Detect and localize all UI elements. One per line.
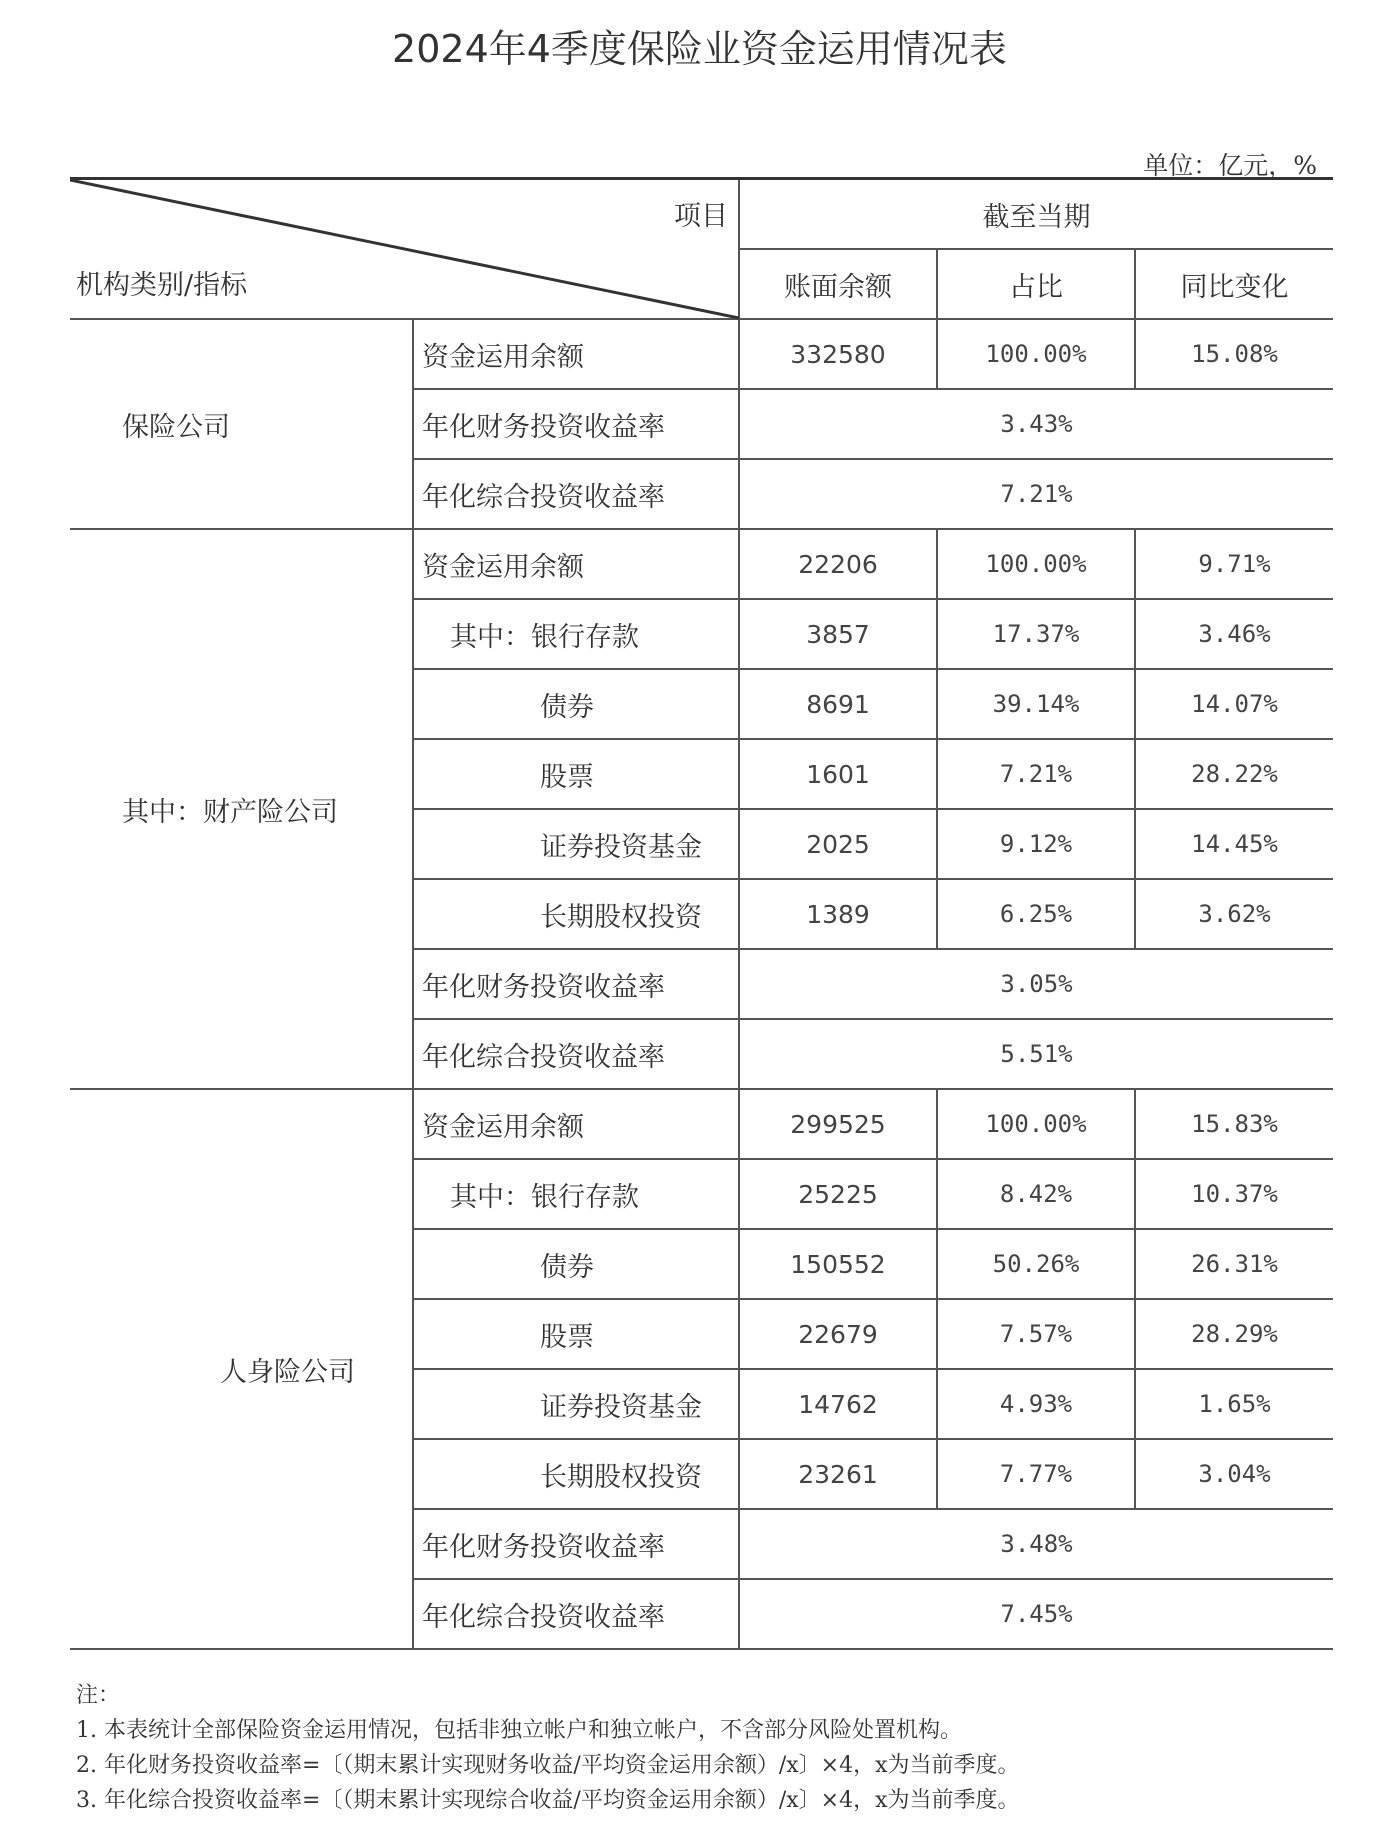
table-row [70, 1089, 1333, 1159]
yoy-cell: 28.22% [1135, 739, 1333, 809]
period-header: 截至当期 [739, 179, 1333, 250]
yoy-cell: 15.08% [1135, 319, 1333, 389]
yoy-cell: 14.07% [1135, 669, 1333, 739]
row-label: 债券 [413, 669, 739, 739]
row-label: 年化财务投资收益率 [413, 1509, 739, 1579]
row-label: 证券投资基金 [413, 809, 739, 879]
group-label-life [70, 1089, 413, 1649]
yoy-column-header: 同比变化 [1135, 249, 1333, 319]
balance-cell: 332580 [739, 319, 937, 389]
balance-cell: 8691 [739, 669, 937, 739]
rate-cell: 3.43% [739, 389, 1333, 459]
balance-cell: 1601 [739, 739, 937, 809]
row-label: 股票 [413, 1299, 739, 1369]
yoy-cell: 1.65% [1135, 1369, 1333, 1439]
unit-label: 单位：亿元，% [1143, 151, 1317, 180]
note-item: 1. 本表统计全部保险资金运用情况，包括非独立帐户和独立帐户，不含部分风险处置机构。 [76, 1718, 962, 1743]
balance-cell: 23261 [739, 1439, 937, 1509]
yoy-cell: 3.46% [1135, 599, 1333, 669]
row-label: 资金运用余额 [413, 1089, 739, 1159]
page-title: 2024年4季度保险业资金运用情况表 [392, 27, 1007, 71]
rate-cell: 5.51% [739, 1019, 1333, 1089]
row-label: 年化财务投资收益率 [413, 389, 739, 459]
balance-cell: 14762 [739, 1369, 937, 1439]
yoy-cell: 28.29% [1135, 1299, 1333, 1369]
balance-cell: 2025 [739, 809, 937, 879]
group-name: 其中：财产险公司 [122, 796, 338, 828]
share-cell: 100.00% [937, 319, 1135, 389]
balance-cell: 150552 [739, 1229, 937, 1299]
share-cell: 6.25% [937, 879, 1135, 949]
note-item: 3. 年化综合投资收益率=〔（期末累计实现综合收益/平均资金运用余额）/x〕×4，x为当前季度。 [76, 1788, 1020, 1813]
group-name: 人身险公司 [220, 1356, 355, 1388]
share-cell: 8.42% [937, 1159, 1135, 1229]
share-cell: 17.37% [937, 599, 1135, 669]
yoy-cell: 14.45% [1135, 809, 1333, 879]
yoy-cell: 3.62% [1135, 879, 1333, 949]
row-label: 年化综合投资收益率 [413, 1579, 739, 1649]
share-cell: 39.14% [937, 669, 1135, 739]
share-cell: 50.26% [937, 1229, 1135, 1299]
share-cell: 4.93% [937, 1369, 1135, 1439]
share-cell: 7.21% [937, 739, 1135, 809]
row-label: 年化财务投资收益率 [413, 949, 739, 1019]
row-label: 债券 [413, 1229, 739, 1299]
group-label-insurance [70, 319, 413, 529]
balance-cell: 22206 [739, 529, 937, 599]
row-label: 长期股权投资 [413, 1439, 739, 1509]
row-label: 长期股权投资 [413, 879, 739, 949]
balance-cell: 299525 [739, 1089, 937, 1159]
header-row [70, 179, 1333, 250]
fund-usage-table [70, 177, 1333, 1650]
rate-cell: 3.48% [739, 1509, 1333, 1579]
row-label: 资金运用余额 [413, 319, 739, 389]
rate-cell: 7.45% [739, 1579, 1333, 1649]
group-name: 保险公司 [122, 411, 230, 443]
group-label-property [70, 529, 413, 1089]
footnotes [76, 1678, 1356, 1818]
table-row [70, 319, 1333, 389]
diagonal-header-cell [70, 179, 739, 320]
balance-cell: 25225 [739, 1159, 937, 1229]
balance-cell: 3857 [739, 599, 937, 669]
yoy-cell: 9.71% [1135, 529, 1333, 599]
balance-cell: 22679 [739, 1299, 937, 1369]
row-label: 其中：银行存款 [413, 1159, 739, 1229]
share-cell: 7.57% [937, 1299, 1135, 1369]
yoy-cell: 10.37% [1135, 1159, 1333, 1229]
notes-heading: 注： [76, 1683, 121, 1708]
table-row [70, 529, 1333, 599]
balance-column-header: 账面余额 [739, 249, 937, 319]
category-header: 机构类别/指标 [76, 270, 248, 301]
rate-cell: 7.21% [739, 459, 1333, 529]
row-label: 证券投资基金 [413, 1369, 739, 1439]
share-cell: 100.00% [937, 529, 1135, 599]
item-header: 项目 [674, 201, 728, 232]
share-cell: 9.12% [937, 809, 1135, 879]
row-label: 其中：银行存款 [413, 599, 739, 669]
share-column-header: 占比 [937, 249, 1135, 319]
row-label: 股票 [413, 739, 739, 809]
yoy-cell: 15.83% [1135, 1089, 1333, 1159]
note-item: 2. 年化财务投资收益率=〔（期末累计实现财务收益/平均资金运用余额）/x〕×4，x为当前季度。 [76, 1753, 1020, 1778]
yoy-cell: 26.31% [1135, 1229, 1333, 1299]
rate-cell: 3.05% [739, 949, 1333, 1019]
row-label: 年化综合投资收益率 [413, 459, 739, 529]
row-label: 资金运用余额 [413, 529, 739, 599]
row-label: 年化综合投资收益率 [413, 1019, 739, 1089]
balance-cell: 1389 [739, 879, 937, 949]
share-cell: 100.00% [937, 1089, 1135, 1159]
share-cell: 7.77% [937, 1439, 1135, 1509]
yoy-cell: 3.04% [1135, 1439, 1333, 1509]
